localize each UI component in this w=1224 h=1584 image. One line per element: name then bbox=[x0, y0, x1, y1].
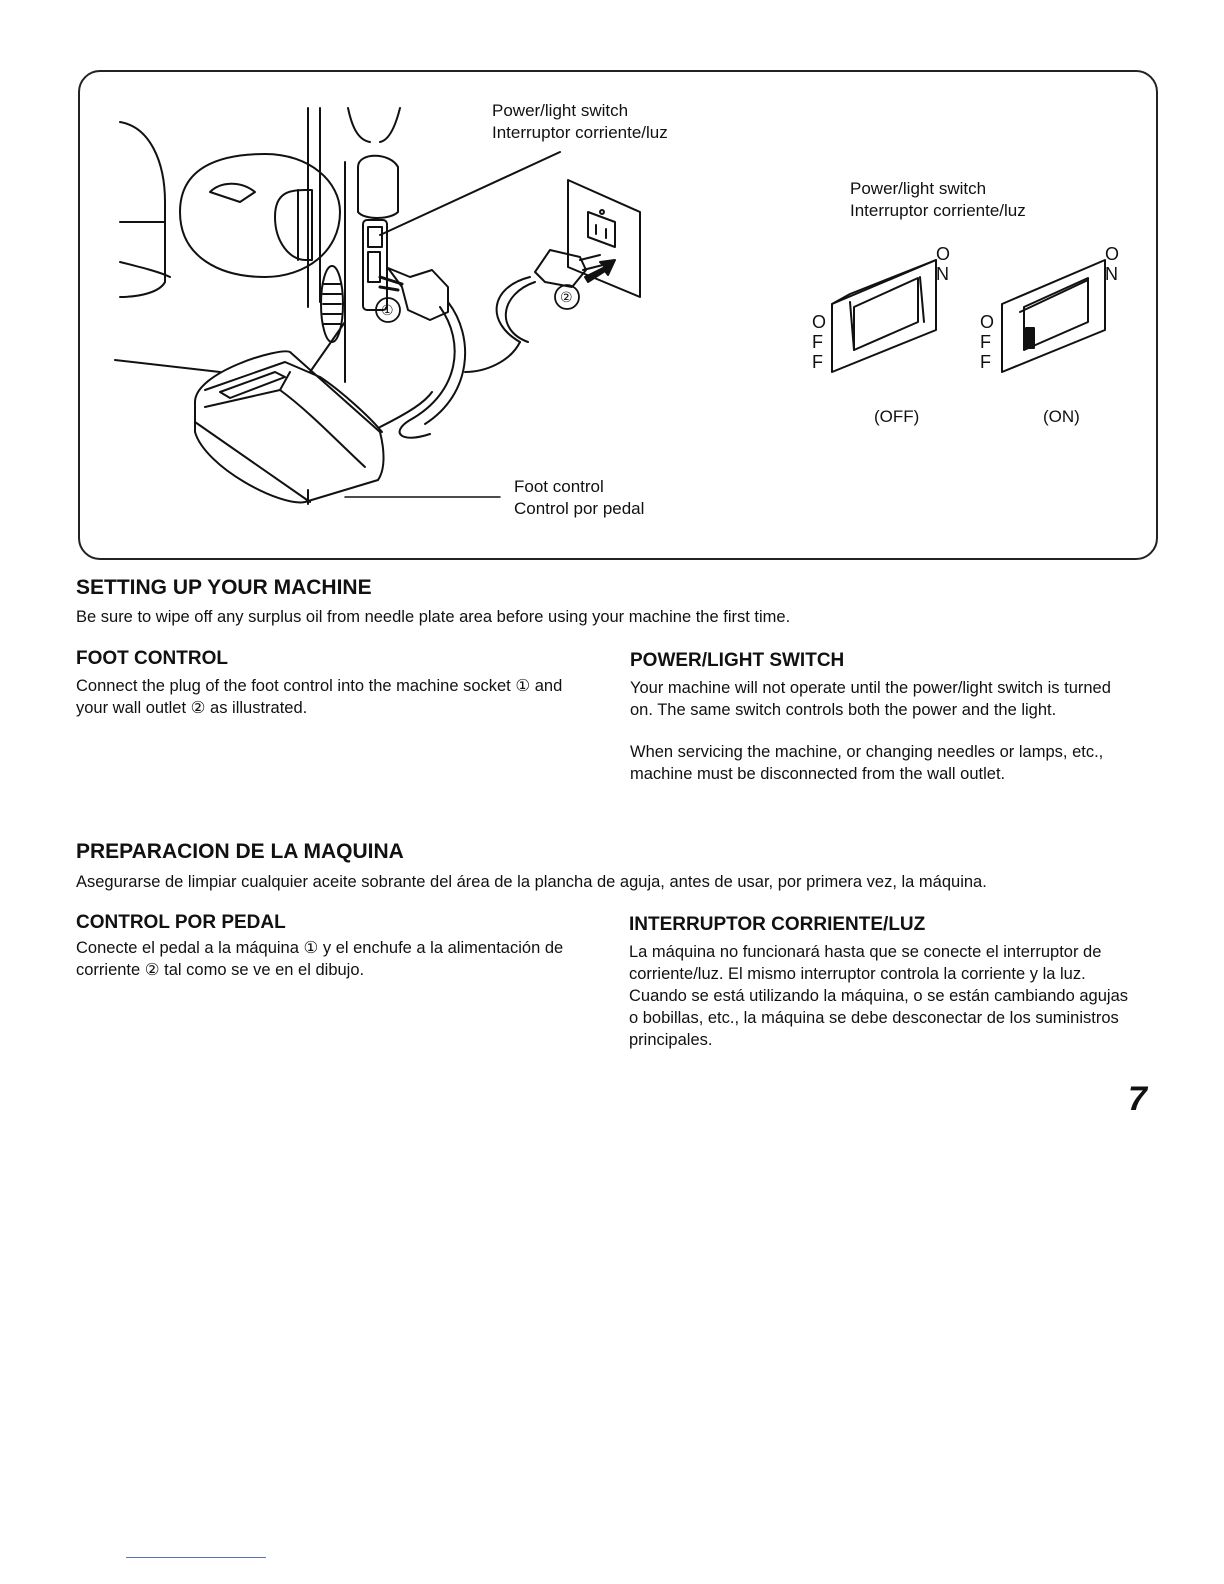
setup-illustration bbox=[78, 70, 1158, 560]
switch-off-text-2: OFF bbox=[980, 312, 995, 372]
control-pedal-line: Conecte el pedal a la máquina ① y el enchufe a la alimentación de bbox=[76, 939, 564, 957]
machine-switch-label-es: Interruptor corriente/luz bbox=[492, 123, 668, 142]
page-number: 7 bbox=[1128, 1080, 1147, 1118]
interruptor-heading: INTERRUPTOR CORRIENTE/LUZ bbox=[629, 914, 926, 935]
switch-off-text-1: OFF bbox=[812, 312, 827, 372]
power-switch-line: on. The same switch controls both the power and the light. bbox=[630, 701, 1057, 719]
switch-on-text-2: ON bbox=[1105, 244, 1120, 284]
power-switch-note-line: machine must be disconnected from the wall outlet. bbox=[630, 765, 1006, 783]
english-title: SETTING UP YOUR MACHINE bbox=[76, 576, 372, 599]
interruptor-line: corriente/luz. El mismo interruptor controla la corriente y la luz. bbox=[629, 965, 1086, 983]
footer-rule bbox=[126, 1557, 266, 1558]
foot-control-line: your wall outlet ② as illustrated. bbox=[76, 699, 308, 717]
power-switch-line: Your machine will not operate until the power/light switch is turned bbox=[630, 679, 1111, 697]
interruptor-line: principales. bbox=[629, 1031, 713, 1049]
detail-switch-label-en: Power/light switch bbox=[850, 179, 987, 198]
foot-control-label-es: Control por pedal bbox=[514, 499, 645, 518]
foot-control-label bbox=[514, 476, 644, 520]
callout-2: ② bbox=[560, 289, 573, 305]
interruptor-line: La máquina no funcionará hasta que se conecte el interruptor de bbox=[629, 943, 1102, 961]
foot-control-text bbox=[76, 675, 562, 719]
interruptor-line: o bobillas, etc., la máquina se debe desconectar de los suministros bbox=[629, 1009, 1119, 1027]
on-state-caption: (ON) bbox=[1043, 407, 1080, 426]
spanish-intro: Asegurarse de limpiar cualquier aceite sobrante del área de la plancha de aguja, antes de usar, por primera vez, la máquina. bbox=[76, 873, 987, 891]
callout-1: ① bbox=[381, 302, 394, 318]
foot-control-heading: FOOT CONTROL bbox=[76, 648, 228, 669]
power-switch-note bbox=[630, 741, 1103, 785]
control-pedal-line: corriente ② tal como se ve en el dibujo. bbox=[76, 961, 365, 979]
switch-on-text-1: ON bbox=[936, 244, 951, 284]
interruptor-text bbox=[629, 941, 1128, 1051]
power-switch-note-line: When servicing the machine, or changing needles or lamps, etc., bbox=[630, 743, 1104, 761]
detail-switch-label bbox=[850, 178, 1026, 222]
power-switch-heading: POWER/LIGHT SWITCH bbox=[630, 650, 845, 671]
english-intro: Be sure to wipe off any surplus oil from needle plate area before using your machine the first time. bbox=[76, 608, 791, 626]
foot-control-label-en: Foot control bbox=[514, 477, 604, 496]
control-pedal-heading: CONTROL POR PEDAL bbox=[76, 912, 286, 933]
spanish-title: PREPARACION DE LA MAQUINA bbox=[76, 840, 404, 863]
detail-switch-label-es: Interruptor corriente/luz bbox=[850, 201, 1026, 220]
power-switch-text bbox=[630, 677, 1111, 721]
machine-switch-label-en: Power/light switch bbox=[492, 101, 629, 120]
machine-switch-label bbox=[492, 100, 668, 144]
off-state-caption: (OFF) bbox=[874, 407, 920, 426]
control-pedal-text bbox=[76, 937, 563, 981]
foot-control-line: Connect the plug of the foot control into the machine socket ① and bbox=[76, 677, 563, 695]
interruptor-line: Cuando se está utilizando la máquina, o se están cambiando agujas bbox=[629, 987, 1128, 1005]
